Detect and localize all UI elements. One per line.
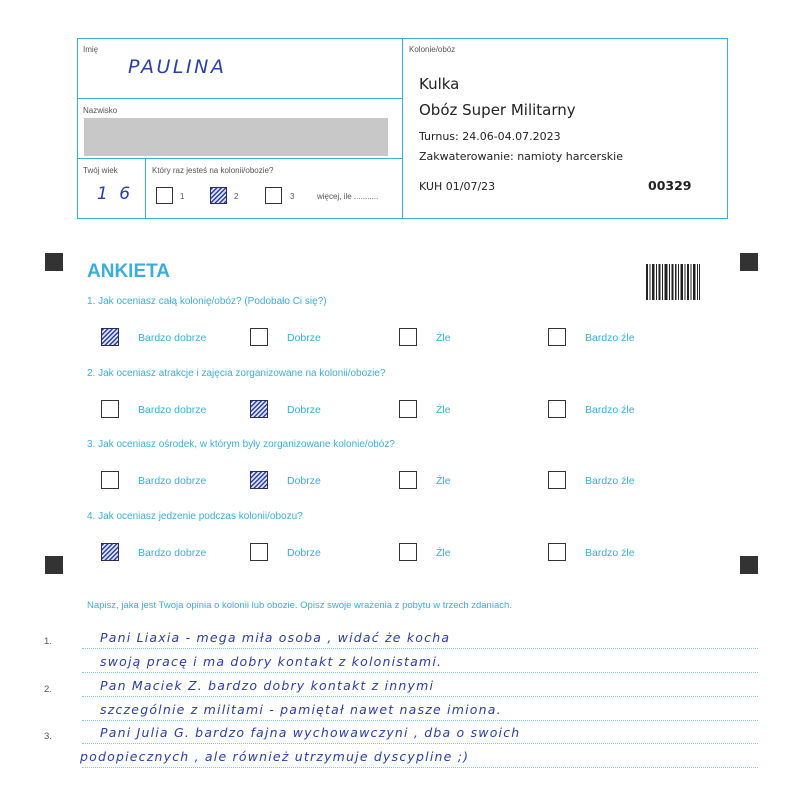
sentence-number-3: 3. <box>44 731 52 742</box>
q4-checkbox-1[interactable] <box>101 543 119 561</box>
header-divider-vertical <box>402 38 403 219</box>
barcode <box>646 264 700 300</box>
name-label: Imię <box>83 45 99 54</box>
times-option-1: 1 <box>180 192 185 201</box>
registration-marker-bottom-left <box>45 556 63 574</box>
q3-checkbox-4[interactable] <box>548 471 566 489</box>
camp-label: Kolonie/obóz <box>409 45 456 54</box>
q3-option-label-3: Źle <box>436 475 451 487</box>
handwritten-line-4[interactable]: szczególnie z militami - pamiętał nawet nasze imiona. <box>100 702 502 717</box>
q4-option-label-3: Źle <box>436 547 451 559</box>
writing-line-1 <box>82 648 758 649</box>
q2-option-label-4: Bardzo źle <box>585 404 635 416</box>
q2-option-label-2: Dobrze <box>287 404 321 416</box>
sentence-number-2: 2. <box>44 684 52 695</box>
q1-option-label-1: Bardzo dobrze <box>138 332 207 344</box>
camp-turnus: Turnus: 24.06-04.07.2023 <box>419 130 561 143</box>
handwritten-line-1[interactable]: Pani Liaxia - mega miła osoba , widać że kocha <box>100 630 451 645</box>
times-checkbox-3[interactable] <box>265 187 282 204</box>
camp-code: KUH 01/07/23 <box>419 180 496 193</box>
q3-option-label-2: Dobrze <box>287 475 321 487</box>
q1-option-label-2: Dobrze <box>287 332 321 344</box>
q4-option-label-2: Dobrze <box>287 547 321 559</box>
q1-option-label-3: Źle <box>436 332 451 344</box>
q4-checkbox-4[interactable] <box>548 543 566 561</box>
registration-marker-top-right <box>740 253 758 271</box>
q4-option-label-1: Bardzo dobrze <box>138 547 207 559</box>
question-2: 2. Jak oceniasz atrakcje i zajęcia zorganizowane na kolonii/obozie? <box>87 368 386 379</box>
q3-checkbox-1[interactable] <box>101 471 119 489</box>
question-1: 1. Jak oceniasz całą kolonię/obóz? (Podobało Ci się?) <box>87 296 327 307</box>
handwritten-line-6[interactable]: podopiecznych , ale również utrzymuje dyscypline ;) <box>80 749 470 764</box>
handwritten-line-3[interactable]: Pan Maciek Z. bardzo dobry kontakt z innymi <box>100 678 435 693</box>
surname-label: Nazwisko <box>83 106 118 115</box>
q2-checkbox-1[interactable] <box>101 400 119 418</box>
q4-checkbox-3[interactable] <box>399 543 417 561</box>
q3-checkbox-3[interactable] <box>399 471 417 489</box>
q2-checkbox-4[interactable] <box>548 400 566 418</box>
header-divider-surname <box>77 158 402 159</box>
writing-line-4 <box>82 720 758 721</box>
camp-name: Kulka <box>419 75 460 93</box>
name-value[interactable]: PAULINA <box>128 56 227 78</box>
surname-redacted <box>84 118 388 156</box>
times-label: Który raz jesteś na kolonii/obozie? <box>152 166 274 175</box>
q1-option-label-4: Bardzo źle <box>585 332 635 344</box>
header-divider-age <box>145 158 146 219</box>
times-option-3: 3 <box>290 192 295 201</box>
q4-checkbox-2[interactable] <box>250 543 268 561</box>
sentence-number-1: 1. <box>44 636 52 647</box>
times-option-more: więcej, ile ........... <box>317 192 379 201</box>
q1-checkbox-4[interactable] <box>548 328 566 346</box>
q2-option-label-3: Źle <box>436 404 451 416</box>
q3-option-label-1: Bardzo dobrze <box>138 475 207 487</box>
question-3: 3. Jak oceniasz ośrodek, w którym były zorganizowane kolonie/obóz? <box>87 439 395 450</box>
q1-checkbox-3[interactable] <box>399 328 417 346</box>
handwritten-line-5[interactable]: Pani Julia G. bardzo fajna wychowawczyni , dba o swoich <box>100 725 521 740</box>
writing-line-6 <box>82 767 758 768</box>
q3-checkbox-2[interactable] <box>250 471 268 489</box>
camp-accommodation: Zakwaterowanie: namioty harcerskie <box>419 150 623 163</box>
writing-line-2 <box>82 672 758 673</box>
registration-marker-bottom-right <box>740 556 758 574</box>
times-option-2: 2 <box>234 192 239 201</box>
question-4: 4. Jak oceniasz jedzenie podczas kolonii/obozu? <box>87 511 303 522</box>
writing-line-3 <box>82 696 758 697</box>
header-divider-name <box>77 98 402 99</box>
handwritten-line-2[interactable]: swoją pracę i ma dobry kontakt z kolonistami. <box>100 654 443 669</box>
q2-option-label-1: Bardzo dobrze <box>138 404 207 416</box>
times-checkbox-2[interactable] <box>210 187 227 204</box>
q2-checkbox-2[interactable] <box>250 400 268 418</box>
camp-title: Obóz Super Militarny <box>419 101 576 119</box>
opinion-prompt: Napisz, jaka jest Twoja opinia o kolonii lub obozie. Opisz swoje wrażenia z pobytu w trzech zdaniach. <box>87 600 512 611</box>
registration-marker-top-left <box>45 253 63 271</box>
q4-option-label-4: Bardzo źle <box>585 547 635 559</box>
age-value[interactable]: 1 6 <box>97 184 134 204</box>
q3-option-label-4: Bardzo źle <box>585 475 635 487</box>
q1-checkbox-1[interactable] <box>101 328 119 346</box>
survey-title: ANKIETA <box>87 261 171 282</box>
writing-line-5 <box>82 743 758 744</box>
times-checkbox-1[interactable] <box>156 187 173 204</box>
age-label: Twój wiek <box>83 166 118 175</box>
q2-checkbox-3[interactable] <box>399 400 417 418</box>
form-number: 00329 <box>648 178 692 193</box>
q1-checkbox-2[interactable] <box>250 328 268 346</box>
